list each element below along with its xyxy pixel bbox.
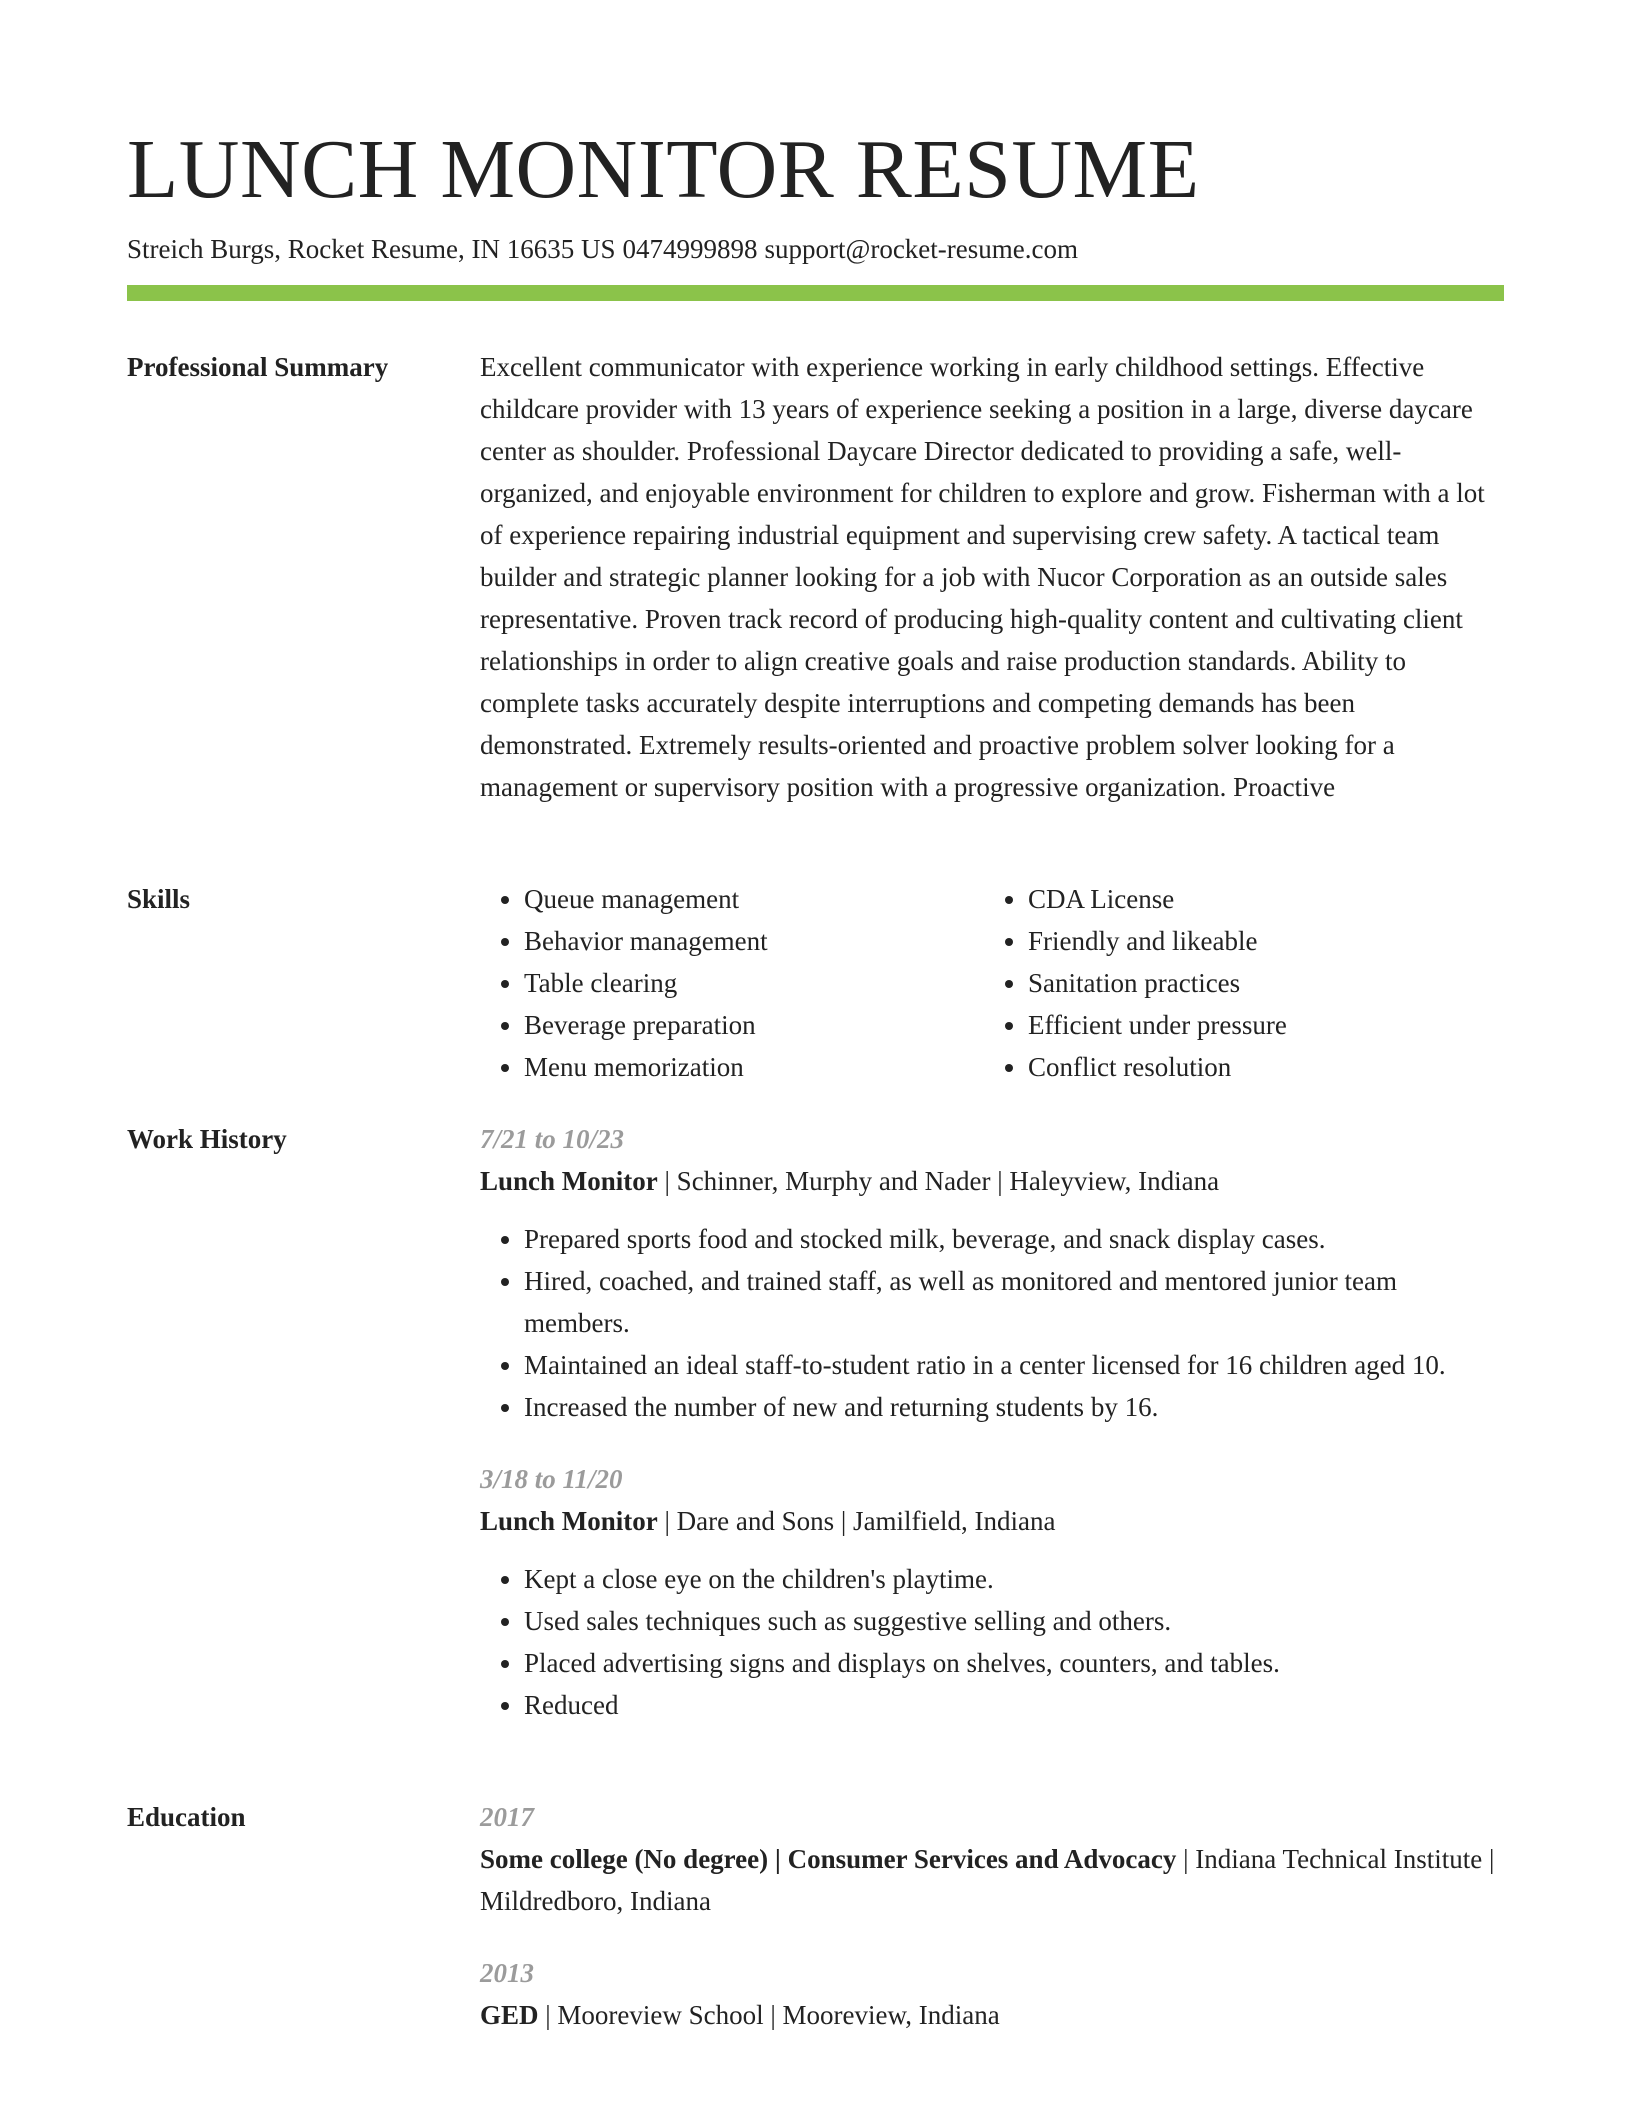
skills-list-left (480, 878, 984, 1088)
skill-item: • Behavior management (524, 920, 984, 962)
education-line (480, 1838, 1504, 1922)
summary-text: Excellent communicator with experience working in early childhood settings. Effective childcare provider with 13 years of experience seeking a position in a large, diverse daycare center as shoulder. Professional Daycare Director dedicated to providing a safe, well-organized, and enjoyable environment for children to explore and grow. Fisherman with a lot of experience repairing industrial equipment and supervising crew safety. A tactical team builder and strategic planner looking for a job with Nucor Corporation as an outside sales representative. Proven track record of producing high-quality content and cultivating client relationships in order to align creative goals and raise production standards. Ability to complete tasks accurately despite interruptions and competing demands has been demonstrated. Extremely results-oriented and proactive problem solver looking for a management or supervisory position with a progressive organization. Proactive (480, 352, 1485, 802)
skill-item: • Conflict resolution (1028, 1046, 1488, 1088)
education-degree: GED (480, 2000, 539, 2030)
skills-heading: Skills (127, 884, 191, 914)
skills-list-right (984, 878, 1488, 1088)
education-heading: Education (127, 1802, 246, 1832)
header-divider (127, 285, 1504, 301)
education-details: | Mooreview School | Mooreview, Indiana (538, 2000, 1000, 2030)
education-body (480, 1796, 1504, 2066)
job-title: Lunch Monitor (480, 1166, 658, 1196)
skill-item: • Efficient under pressure (1028, 1004, 1488, 1046)
job-bullets (480, 1218, 1504, 1428)
education-line (480, 1994, 1504, 2036)
summary-heading: Professional Summary (127, 352, 389, 382)
job-entry (480, 1458, 1504, 1726)
job-bullet: • Reduced (524, 1684, 1504, 1726)
job-bullet: • Increased the number of new and returning students by 16. (524, 1386, 1504, 1428)
page-title: LUNCH MONITOR RESUME (127, 123, 1200, 216)
skills-body (480, 878, 1504, 1088)
job-title: Lunch Monitor (480, 1506, 658, 1536)
job-bullets (480, 1558, 1504, 1726)
work-history-body (480, 1118, 1504, 1756)
job-bullet: • Hired, coached, and trained staff, as well as monitored and mentored junior team members. (524, 1260, 1504, 1344)
contact-email: support@rocket-resume.com (764, 234, 1078, 264)
job-dates: 3/18 to 11/20 (480, 1464, 623, 1494)
education-degree: Some college (No degree) | Consumer Services and Advocacy (480, 1844, 1177, 1874)
skill-item: • Sanitation practices (1028, 962, 1488, 1004)
skills-columns (480, 878, 1504, 1088)
education-details: | Indiana Technical Institute | Mildredboro, Indiana (480, 1844, 1495, 1916)
job-header (480, 1500, 1504, 1542)
skill-item: • Friendly and likeable (1028, 920, 1488, 962)
job-header (480, 1160, 1504, 1202)
skill-item: • Menu memorization (524, 1046, 984, 1088)
job-bullet: • Used sales techniques such as suggestive selling and others. (524, 1600, 1504, 1642)
job-dates: 7/21 to 10/23 (480, 1124, 625, 1154)
job-bullet: • Prepared sports food and stocked milk, beverage, and snack display cases. (524, 1218, 1504, 1260)
education-year: 2013 (480, 1958, 534, 1988)
skill-item: • Beverage preparation (524, 1004, 984, 1046)
education-year: 2017 (480, 1802, 534, 1832)
skill-item: • Table clearing (524, 962, 984, 1004)
education-entry (480, 1796, 1504, 1922)
work-history-heading: Work History (127, 1124, 287, 1154)
contact-address: Streich Burgs, Rocket Resume, IN 16635 US (127, 234, 616, 264)
education-entry (480, 1952, 1504, 2036)
skill-item: • CDA License (1028, 878, 1488, 920)
summary-body (480, 346, 1504, 808)
job-details: | Schinner, Murphy and Nader | Haleyview, Indiana (657, 1166, 1220, 1196)
job-bullet: • Maintained an ideal staff-to-student ratio in a center licensed for 16 children aged 10. (524, 1344, 1504, 1386)
job-bullet: • Placed advertising signs and displays on shelves, counters, and tables. (524, 1642, 1504, 1684)
contact-line (127, 232, 1085, 266)
job-details: | Dare and Sons | Jamilfield, Indiana (657, 1506, 1056, 1536)
contact-phone: 0474999898 (622, 234, 758, 264)
job-bullet: • Kept a close eye on the children's playtime. (524, 1558, 1504, 1600)
skill-item: • Queue management (524, 878, 984, 920)
job-entry (480, 1118, 1504, 1428)
